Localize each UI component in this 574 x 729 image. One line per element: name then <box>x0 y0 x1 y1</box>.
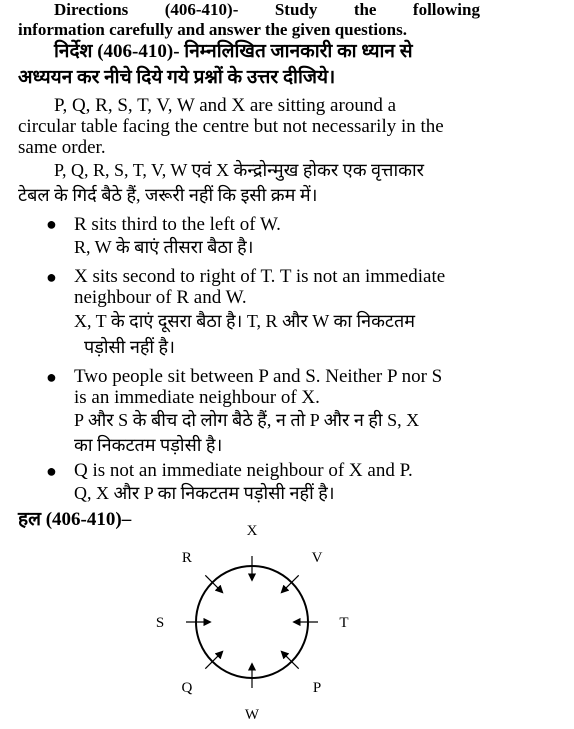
seat-arrow-q <box>205 652 222 669</box>
intro-en-line1: P, Q, R, S, T, V, W and X are sitting around a <box>54 95 396 116</box>
seat-arrow-p <box>282 652 299 669</box>
bullet-2-hi-1: X, T के दाएं दूसरा बैठा है। T, R और W का निकटतम <box>74 311 416 331</box>
seat-arrow-v <box>282 575 299 592</box>
bullet-1-marker: ● <box>46 214 57 234</box>
bullet-3-en-2: is an immediate neighbour of X. <box>74 387 320 408</box>
bullet-1-en: R sits third to the left of W. <box>74 214 281 235</box>
seat-label-x: X <box>246 523 258 539</box>
directions-en-line2: information carefully and answer the given questions. <box>18 20 407 39</box>
seat-label-w: W <box>244 707 260 723</box>
directions-hi-line2: अध्ययन कर नीचे दिये गये प्रश्नों के उत्तर दीजिये। <box>18 67 336 88</box>
bullet-2-en-1: X sits second to right of T. T is not an immediate <box>74 266 446 287</box>
intro-en-line3: same order. <box>18 137 106 158</box>
seat-label-s: S <box>155 615 165 631</box>
bullet-2-hi-2: पड़ोसी नहीं है। <box>84 337 175 357</box>
bullet-2-marker: ● <box>46 267 57 287</box>
seat-arrow-r <box>205 575 222 592</box>
intro-hi-line1: P, Q, R, S, T, V, W एवं X केन्द्रोन्मुख होकर एक वृत्ताकार <box>54 160 424 180</box>
bullet-4-en: Q is not an immediate neighbour of X and P. <box>74 460 413 481</box>
directions-en-line1: Directions (406-410)- Study the following <box>54 0 480 19</box>
seat-label-q: Q <box>181 680 193 697</box>
intro-en-line2: circular table facing the centre but not necessarily in the <box>18 116 444 137</box>
directions-hi-line1: निर्देश (406-410)- निम्नलिखित जानकारी का ध्यान से <box>54 41 413 62</box>
seat-group <box>156 523 349 723</box>
bullet-4-hi: Q, X और P का निकटतम पड़ोसी नहीं है। <box>74 483 335 503</box>
bullet-2-en-2: neighbour of R and W. <box>74 287 247 308</box>
bullet-3-hi-1: P और S के बीच दो लोग बैठे हैं, न तो P और न ही S, X <box>74 410 420 430</box>
seat-label-r: R <box>181 549 192 566</box>
seat-label-t: T <box>339 615 349 631</box>
bullet-1-hi: R, W के बाएं तीसरा बैठा है। <box>74 237 254 257</box>
bullet-3-hi-2: का निकटतम पड़ोसी है। <box>74 435 223 455</box>
bullet-3-marker: ● <box>46 367 57 387</box>
bullet-4-marker: ● <box>46 461 57 481</box>
solution-label: हल (406-410)– <box>18 509 132 530</box>
seat-label-p: P <box>312 680 322 697</box>
bullet-3-en-1: Two people sit between P and S. Neither P nor S <box>74 366 443 387</box>
intro-hi-line2: टेबल के गिर्द बैठे हैं, जरूरी नहीं कि इसी क्रम में। <box>18 185 318 205</box>
seating-diagram <box>155 523 350 723</box>
seat-label-v: V <box>311 549 323 566</box>
